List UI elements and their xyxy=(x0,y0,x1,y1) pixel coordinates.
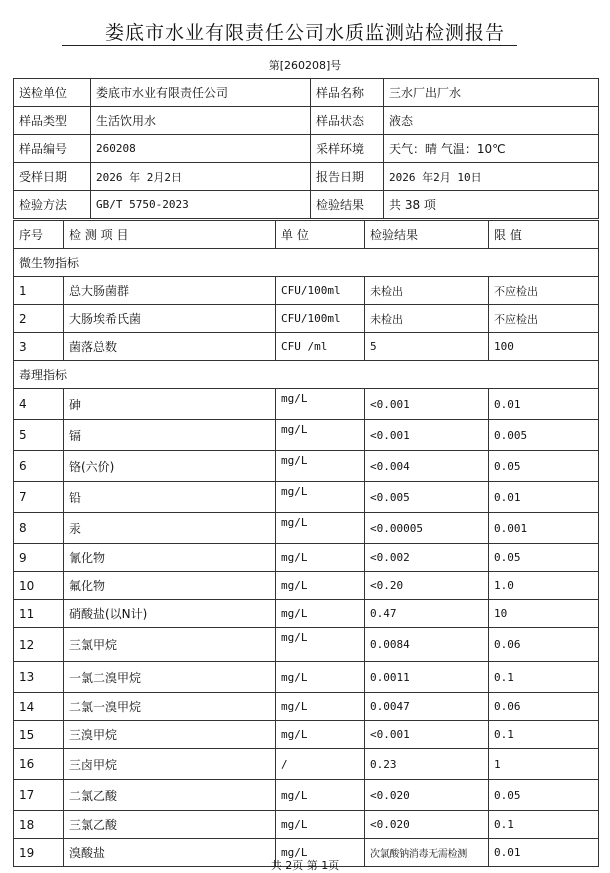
row-limit: 0.1 xyxy=(489,662,599,693)
row-no: 8 xyxy=(14,513,64,544)
row-unit: mg/L xyxy=(276,451,365,482)
row-limit: 10 xyxy=(489,600,599,628)
row-unit: mg/L xyxy=(276,811,365,839)
table-row xyxy=(14,482,599,513)
row-item: 溴酸盐 xyxy=(64,839,276,867)
row-result: <0.004 xyxy=(365,451,489,482)
row-item: 砷 xyxy=(64,389,276,420)
row-unit: mg/L xyxy=(276,572,365,600)
row-item: 镉 xyxy=(64,420,276,451)
info-value: GB/T 5750-2023 xyxy=(91,191,311,219)
table-row xyxy=(14,333,599,361)
row-limit: 0.001 xyxy=(489,513,599,544)
row-limit: 100 xyxy=(489,333,599,361)
row-result: 0.47 xyxy=(365,600,489,628)
row-item: 铅 xyxy=(64,482,276,513)
info-row xyxy=(14,79,599,107)
table-row xyxy=(14,420,599,451)
row-limit: 0.01 xyxy=(489,482,599,513)
info-value: 三水厂出厂水 xyxy=(384,79,599,107)
row-result: 未检出 xyxy=(365,305,489,333)
row-item: 一氯二溴甲烷 xyxy=(64,662,276,693)
row-unit: mg/L xyxy=(276,389,365,420)
row-limit: 0.05 xyxy=(489,780,599,811)
row-item: 汞 xyxy=(64,513,276,544)
section-row xyxy=(14,249,599,277)
row-item: 总大肠菌群 xyxy=(64,277,276,305)
row-item: 硝酸盐(以N计) xyxy=(64,600,276,628)
row-unit: / xyxy=(276,749,365,780)
row-item: 三溴甲烷 xyxy=(64,721,276,749)
row-limit: 0.005 xyxy=(489,420,599,451)
row-limit: 0.05 xyxy=(489,451,599,482)
row-unit: mg/L xyxy=(276,600,365,628)
table-header-row xyxy=(14,221,599,249)
section-row xyxy=(14,361,599,389)
info-value: 260208 xyxy=(91,135,311,163)
row-item: 氟化物 xyxy=(64,572,276,600)
header-result: 检验结果 xyxy=(365,221,489,249)
info-label: 样品编号 xyxy=(14,135,91,163)
info-row xyxy=(14,107,599,135)
row-no: 18 xyxy=(14,811,64,839)
section-title: 毒理指标 xyxy=(14,361,599,389)
table-row xyxy=(14,693,599,721)
info-label: 受样日期 xyxy=(14,163,91,191)
info-label: 采样环境 xyxy=(311,135,384,163)
row-result: <0.001 xyxy=(365,721,489,749)
row-unit: CFU/100ml xyxy=(276,305,365,333)
info-value: 2026 年 2月2日 xyxy=(91,163,311,191)
table-row xyxy=(14,780,599,811)
row-result: <0.001 xyxy=(365,389,489,420)
table-row xyxy=(14,513,599,544)
section-title: 微生物指标 xyxy=(14,249,599,277)
report-number: 第[260208]号 xyxy=(268,59,342,72)
info-label: 报告日期 xyxy=(311,163,384,191)
info-label: 检验方法 xyxy=(14,191,91,219)
info-row xyxy=(14,191,599,219)
row-limit: 0.01 xyxy=(489,839,599,867)
row-limit: 1 xyxy=(489,749,599,780)
table-row xyxy=(14,544,599,572)
row-item: 菌落总数 xyxy=(64,333,276,361)
row-limit: 0.05 xyxy=(489,544,599,572)
table-row xyxy=(14,628,599,662)
row-limit: 不应检出 xyxy=(489,277,599,305)
row-unit: mg/L xyxy=(276,780,365,811)
table-row xyxy=(14,389,599,420)
row-no: 12 xyxy=(14,628,64,662)
row-limit: 不应检出 xyxy=(489,305,599,333)
row-result: <0.005 xyxy=(365,482,489,513)
info-label: 检验结果 xyxy=(311,191,384,219)
row-item: 铬(六价) xyxy=(64,451,276,482)
info-label: 送检单位 xyxy=(14,79,91,107)
row-unit: mg/L xyxy=(276,482,365,513)
sample-info-table xyxy=(13,78,599,219)
row-result: 0.0047 xyxy=(365,693,489,721)
row-no: 1 xyxy=(14,277,64,305)
row-no: 15 xyxy=(14,721,64,749)
row-result: <0.020 xyxy=(365,811,489,839)
row-limit: 0.01 xyxy=(489,389,599,420)
row-limit: 0.1 xyxy=(489,811,599,839)
row-limit: 0.06 xyxy=(489,693,599,721)
row-result: <0.20 xyxy=(365,572,489,600)
info-value: 娄底市水业有限责任公司 xyxy=(91,79,311,107)
row-result: 0.0011 xyxy=(365,662,489,693)
row-no: 19 xyxy=(14,839,64,867)
row-result: 未检出 xyxy=(365,277,489,305)
row-unit: CFU /ml xyxy=(276,333,365,361)
info-value: 液态 xyxy=(384,107,599,135)
table-row xyxy=(14,662,599,693)
header-item: 检 测 项 目 xyxy=(64,221,276,249)
row-result: <0.020 xyxy=(365,780,489,811)
row-unit: mg/L xyxy=(276,839,365,867)
row-item: 氰化物 xyxy=(64,544,276,572)
row-limit: 1.0 xyxy=(489,572,599,600)
row-unit: mg/L xyxy=(276,721,365,749)
info-label: 样品名称 xyxy=(311,79,384,107)
row-item: 三卤甲烷 xyxy=(64,749,276,780)
info-row xyxy=(14,135,599,163)
table-row xyxy=(14,721,599,749)
row-result: <0.00005 xyxy=(365,513,489,544)
info-label: 样品类型 xyxy=(14,107,91,135)
row-unit: mg/L xyxy=(276,513,365,544)
row-no: 5 xyxy=(14,420,64,451)
row-unit: mg/L xyxy=(276,662,365,693)
title-underline xyxy=(62,45,517,46)
row-item: 三氯甲烷 xyxy=(64,628,276,662)
row-result: 5 xyxy=(365,333,489,361)
table-row xyxy=(14,305,599,333)
info-row xyxy=(14,163,599,191)
row-no: 17 xyxy=(14,780,64,811)
row-unit: mg/L xyxy=(276,420,365,451)
row-no: 11 xyxy=(14,600,64,628)
info-label: 样品状态 xyxy=(311,107,384,135)
table-row xyxy=(14,572,599,600)
row-result: 0.23 xyxy=(365,749,489,780)
row-no: 14 xyxy=(14,693,64,721)
row-result: <0.001 xyxy=(365,420,489,451)
row-no: 4 xyxy=(14,389,64,420)
row-unit: mg/L xyxy=(276,693,365,721)
table-row xyxy=(14,600,599,628)
header-unit: 单 位 xyxy=(276,221,365,249)
row-result: 0.0084 xyxy=(365,628,489,662)
table-row xyxy=(14,277,599,305)
info-value: 天气：晴 气温：10℃ xyxy=(384,135,599,163)
info-value: 生活饮用水 xyxy=(91,107,311,135)
report-title: 娄底市水业有限责任公司水质监测站检测报告 xyxy=(104,22,505,44)
row-item: 二氯乙酸 xyxy=(64,780,276,811)
page-footer: 共 2页 第 1页 xyxy=(270,859,340,872)
row-no: 2 xyxy=(14,305,64,333)
row-no: 6 xyxy=(14,451,64,482)
table-row xyxy=(14,451,599,482)
row-item: 大肠埃希氏菌 xyxy=(64,305,276,333)
row-result: 次氯酸钠消毒无需检测 xyxy=(365,839,489,867)
info-value: 2026 年2月 10日 xyxy=(384,163,599,191)
row-no: 10 xyxy=(14,572,64,600)
row-result: <0.002 xyxy=(365,544,489,572)
row-limit: 0.1 xyxy=(489,721,599,749)
table-row xyxy=(14,749,599,780)
test-items-table xyxy=(13,220,599,867)
header-limit: 限 值 xyxy=(489,221,599,249)
table-row xyxy=(14,811,599,839)
info-value: 共 38 项 xyxy=(384,191,599,219)
row-no: 13 xyxy=(14,662,64,693)
row-no: 7 xyxy=(14,482,64,513)
row-limit: 0.06 xyxy=(489,628,599,662)
row-unit: CFU/100ml xyxy=(276,277,365,305)
row-unit: mg/L xyxy=(276,544,365,572)
row-no: 9 xyxy=(14,544,64,572)
row-item: 二氯一溴甲烷 xyxy=(64,693,276,721)
row-no: 16 xyxy=(14,749,64,780)
row-item: 三氯乙酸 xyxy=(64,811,276,839)
header-no: 序号 xyxy=(14,221,64,249)
row-unit: mg/L xyxy=(276,628,365,662)
row-no: 3 xyxy=(14,333,64,361)
